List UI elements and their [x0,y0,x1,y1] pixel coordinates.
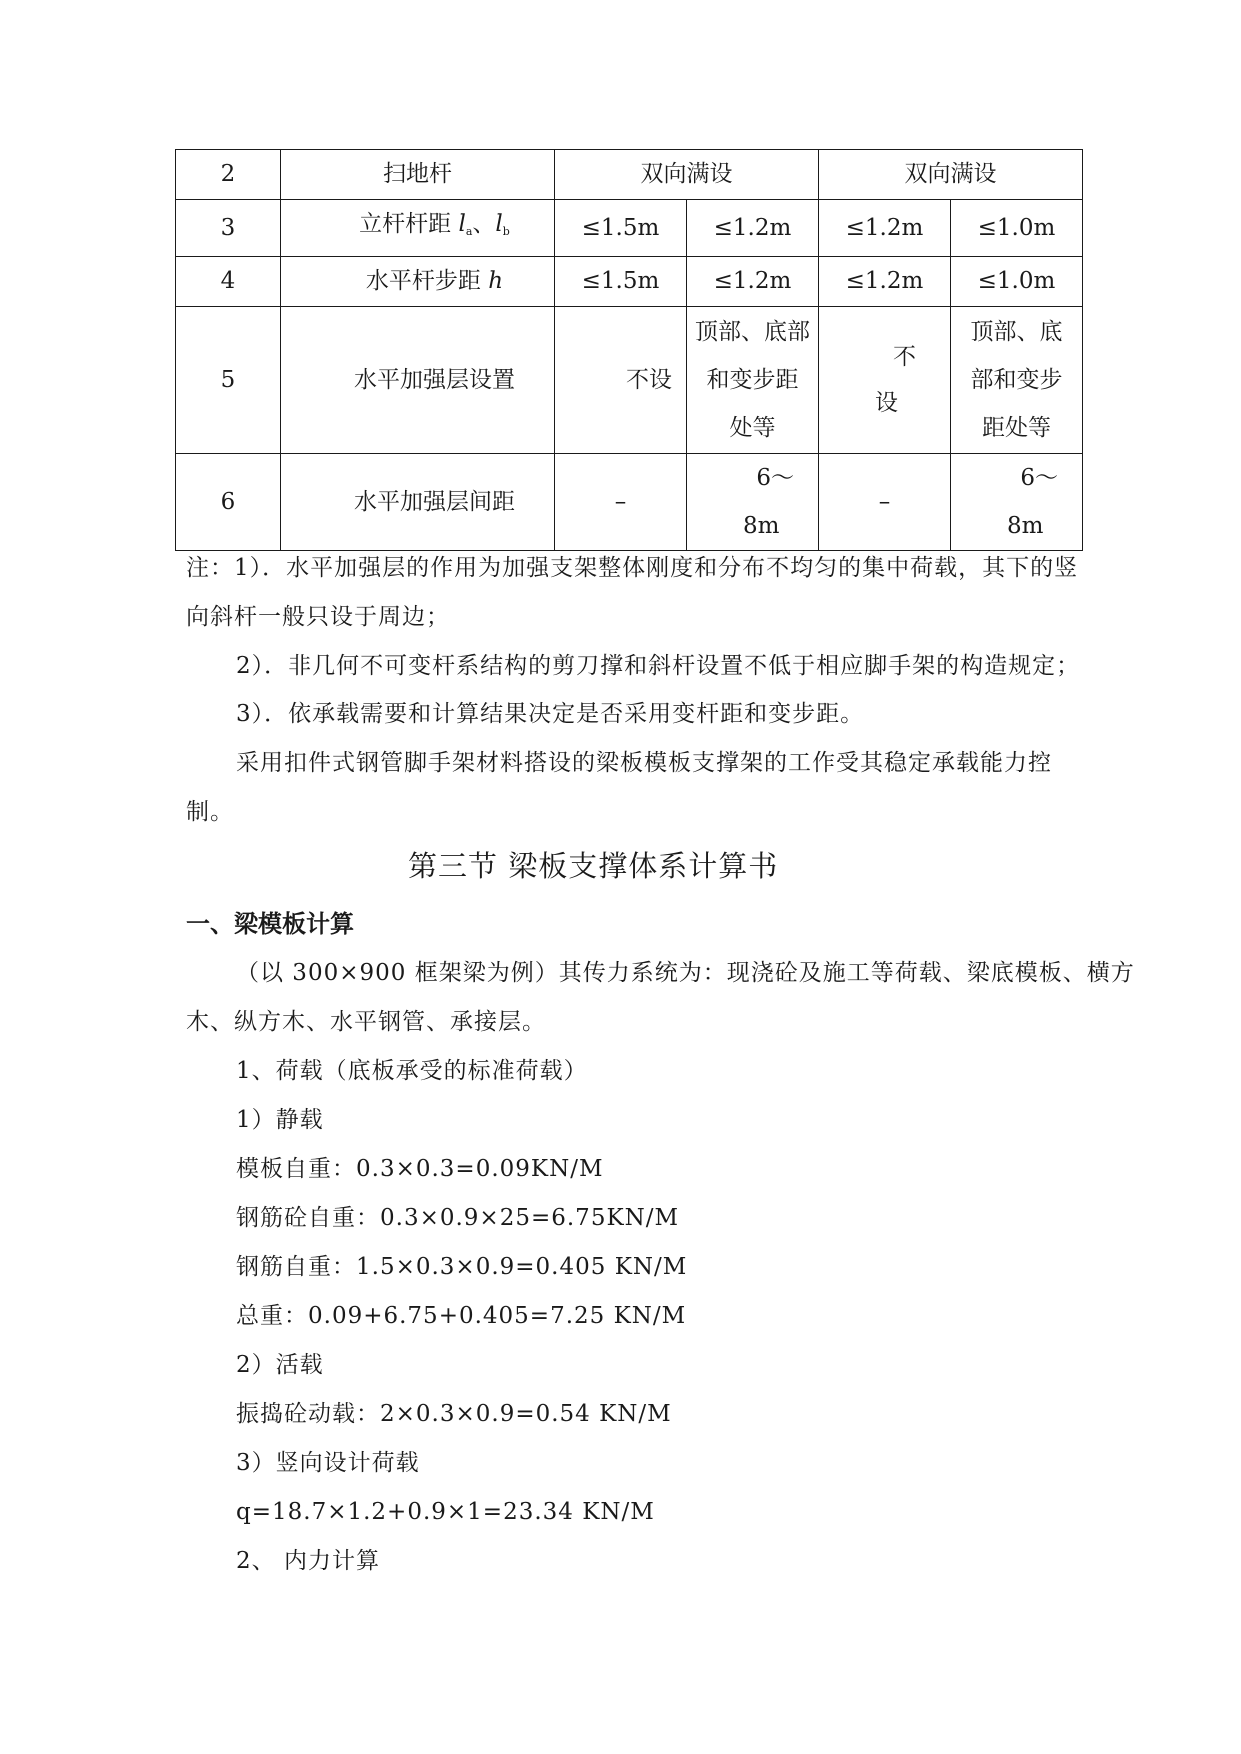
row-number: 6 [176,454,281,551]
table-row [176,200,1083,257]
scaffold-spec-table [175,149,1083,551]
cell-value: 不设 [555,307,687,454]
cell-value: 顶部、底 部和变步 距处等 [951,307,1083,454]
paragraph-line: 采用扣件式钢管脚手架材料搭设的梁板模板支撑架的工作受其稳定承载能力控 [236,750,1052,776]
body-line: 振捣砼动载：2×0.3×0.9=0.54 KN/M [236,1401,672,1427]
row-item: 水平加强层设置 [281,307,555,454]
cell-value: 6～ 8m [687,454,819,551]
section-title: 第三节 梁板支撑体系计算书 [408,849,779,883]
table-row [176,257,1083,307]
table-row [176,150,1083,200]
row-item: 水平加强层间距 [281,454,555,551]
paragraph-line: （以 300×900 框架梁为例）其传力系统为：现浇砼及施工等荷载、梁底模板、横方 [236,960,1135,986]
subsection-title: 一、梁模板计算 [186,910,354,938]
cell-value: ≤1.5m [555,200,687,257]
cell-value: ≤1.2m [819,257,951,307]
row-number: 2 [176,150,281,200]
note-line: 注：1）．水平加强层的作用为加强支架整体刚度和分布不均匀的集中荷载，其下的竖 [186,555,1079,581]
body-line: 2）活载 [236,1352,324,1378]
row-item: 立杆杆距 $l_a$、$l_b$ [281,200,555,257]
body-line: q=18.7×1.2+0.9×1=23.34 KN/M [236,1499,655,1525]
paragraph-line: 木、纵方木、水平钢管、承接层。 [186,1009,546,1035]
cell-value: ≤1.0m [951,257,1083,307]
body-line: 3）竖向设计荷载 [236,1450,420,1476]
cell-value: 不 设 [819,307,951,454]
body-line: 模板自重：0.3×0.3=0.09KN/M [236,1156,604,1182]
body-line: 钢筋自重：1.5×0.3×0.9=0.405 KN/M [236,1254,688,1280]
cell-value: – [819,454,951,551]
cell-value: 顶部、底部 和变步距 处等 [687,307,819,454]
body-line: 2、 内力计算 [236,1548,380,1574]
note-line: 2）．非几何不可变杆系结构的剪刀撑和斜杆设置不低于相应脚手架的构造规定； [236,653,1081,679]
body-line: 钢筋砼自重：0.3×0.9×25=6.75KN/M [236,1205,680,1231]
row-number: 4 [176,257,281,307]
cell-value: 6～ 8m [951,454,1083,551]
body-line: 1）静载 [236,1107,324,1133]
cell-value: ≤1.0m [951,200,1083,257]
body-line: 1、荷载（底板承受的标准荷载） [236,1058,588,1084]
note-line: 向斜杆一般只设于周边； [186,604,450,630]
paragraph-line: 制。 [186,799,234,825]
row-item: 水平杆步距 h [281,257,555,307]
cell-value: 双向满设 [819,150,1083,200]
body-line: 总重：0.09+6.75+0.405=7.25 KN/M [236,1303,687,1329]
row-number: 5 [176,307,281,454]
note-line: 3）．依承载需要和计算结果决定是否采用变杆距和变步距。 [236,701,865,727]
cell-value: – [555,454,687,551]
cell-value: ≤1.2m [687,257,819,307]
cell-value: ≤1.2m [687,200,819,257]
cell-value: ≤1.2m [819,200,951,257]
cell-value: ≤1.5m [555,257,687,307]
table-row [176,307,1083,454]
row-number: 3 [176,200,281,257]
row-item: 扫地杆 [281,150,555,200]
cell-value: 双向满设 [555,150,819,200]
table-row [176,454,1083,551]
